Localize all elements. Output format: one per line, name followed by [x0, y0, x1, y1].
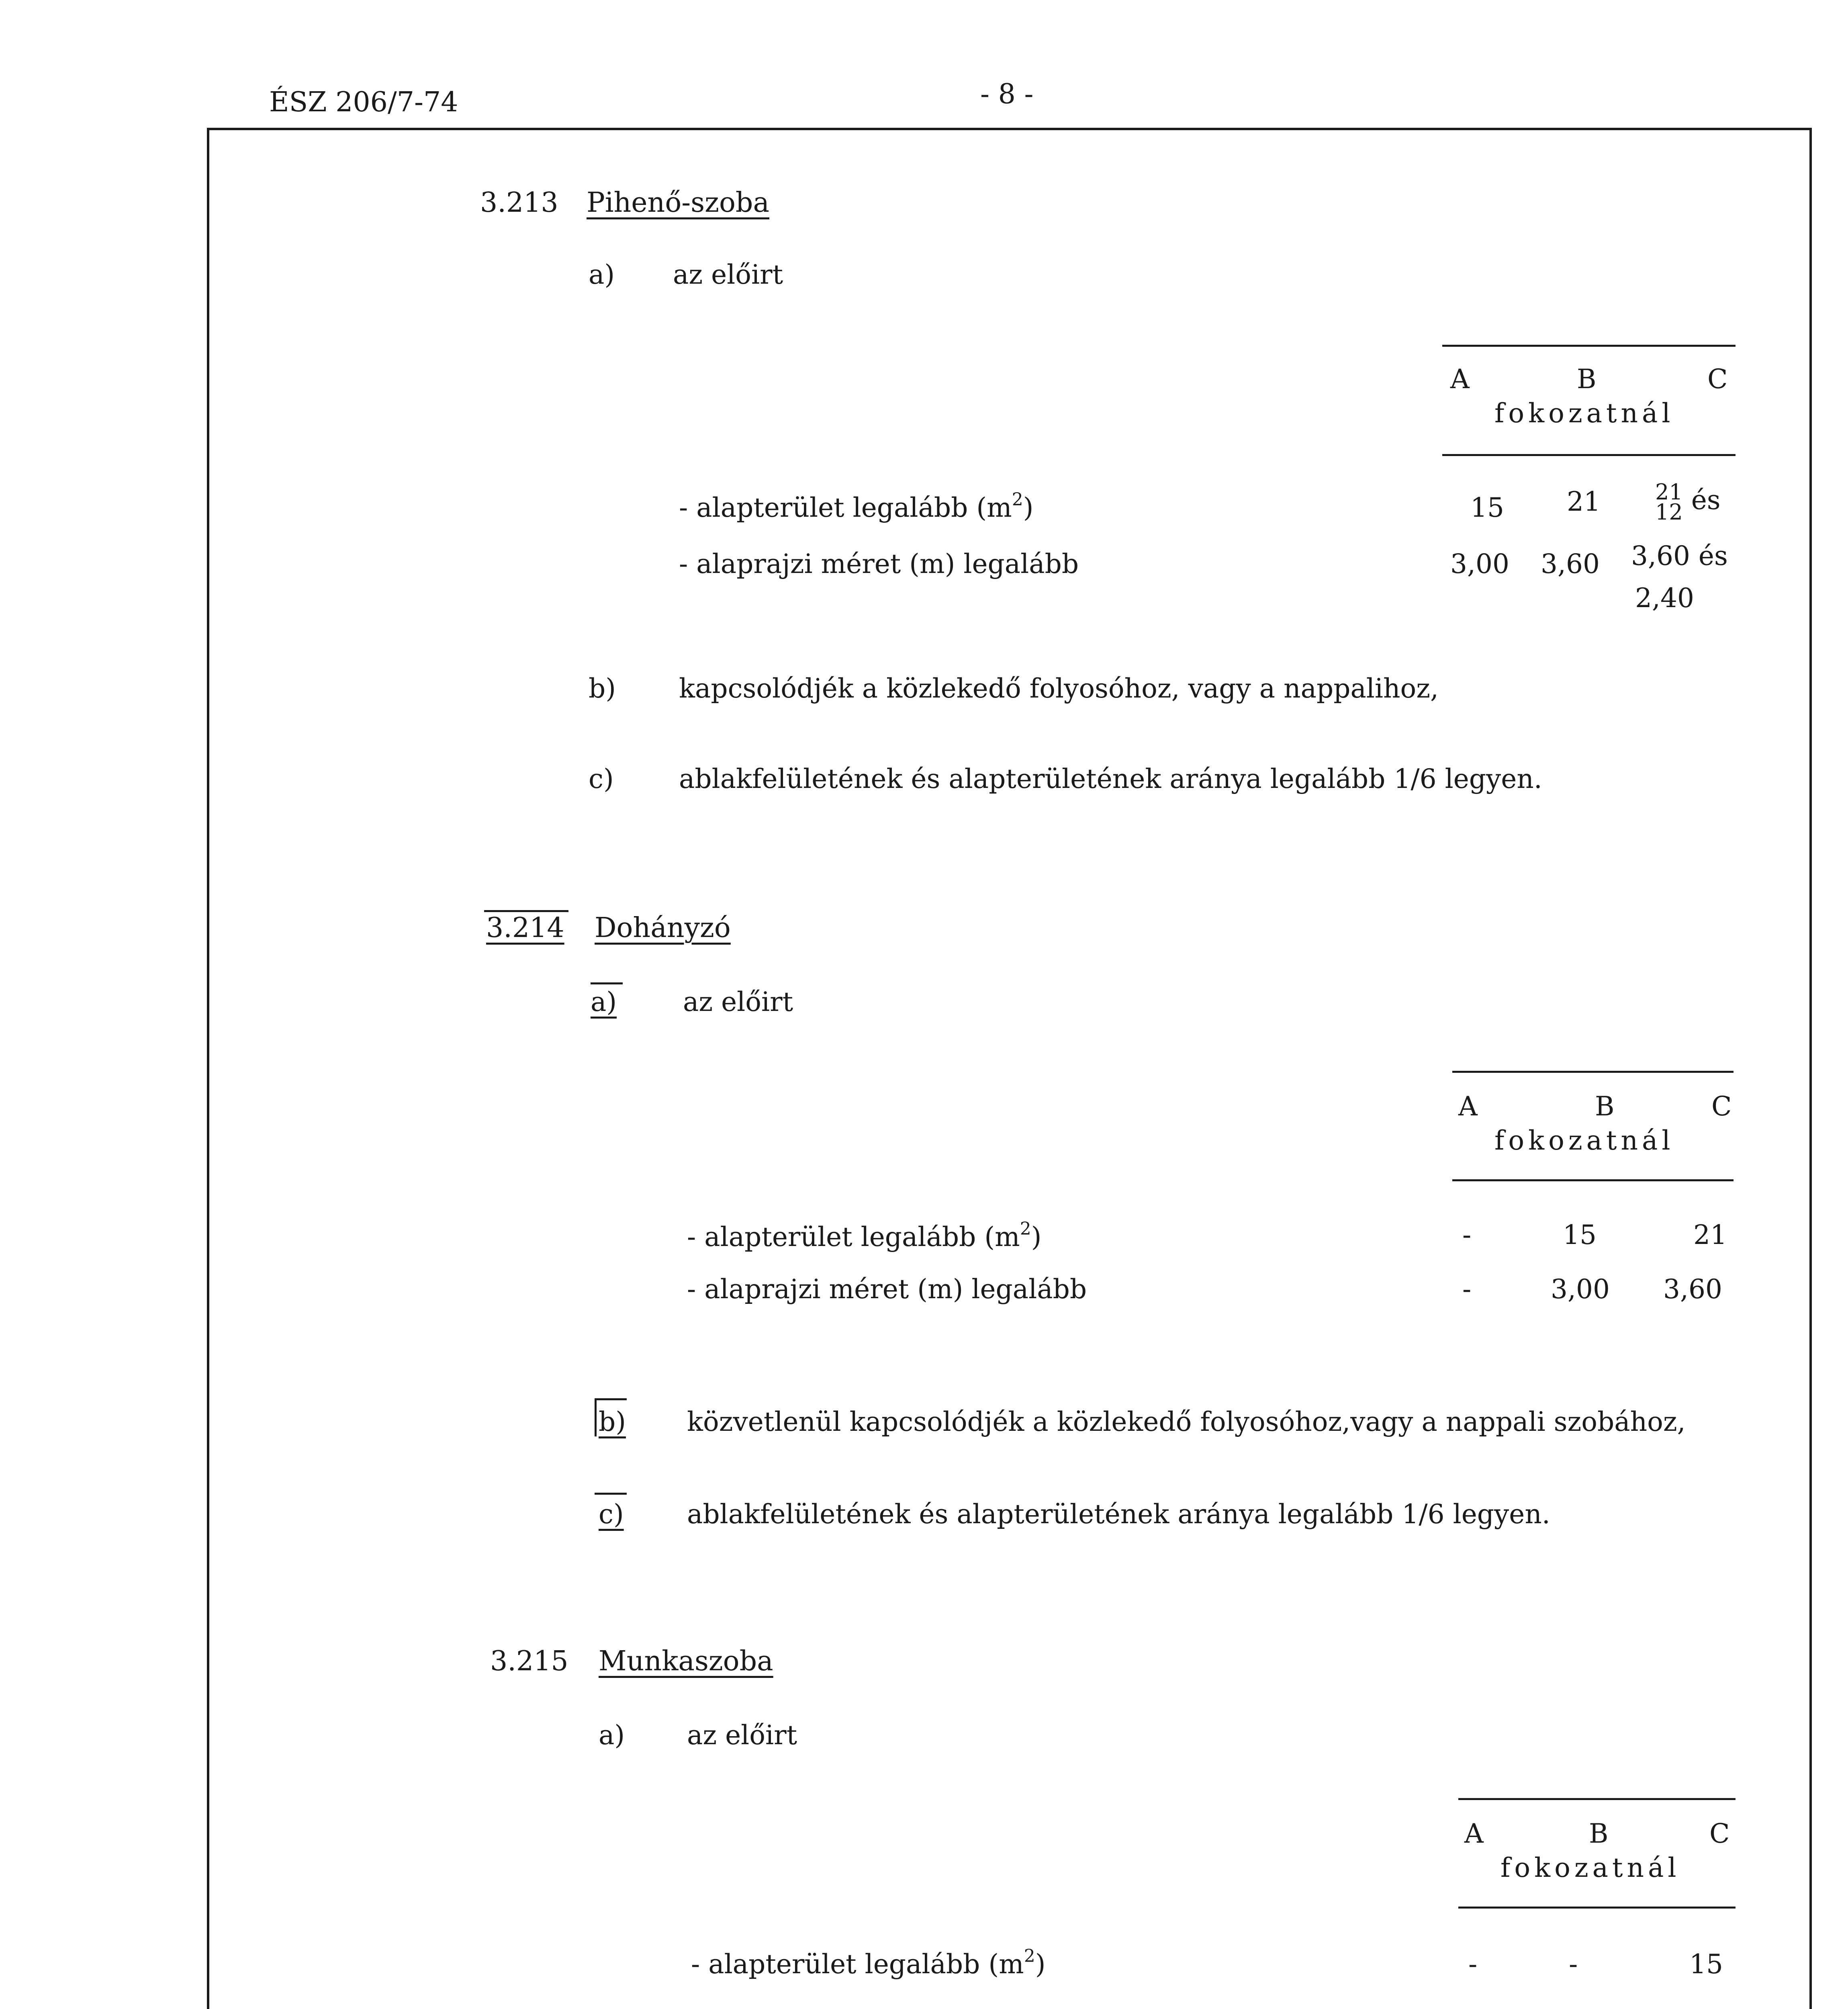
row-area: - alapterület legalább $(m^2)$ — [679, 489, 1034, 523]
row-area-A: - — [1462, 1219, 1472, 1250]
row-dimension-C2: 2,40 — [1635, 583, 1694, 614]
section-title: Pihenő-szoba — [587, 187, 769, 219]
section-title: Dohányzó — [595, 912, 731, 944]
item-b-mark — [595, 1398, 627, 1400]
item-c-text: ablakfelületének és alapterületének aránya legalább 1/6 legyen. — [687, 1499, 1550, 1530]
item-a-label: a) — [589, 259, 615, 290]
section-number: 3.213 — [480, 187, 558, 219]
section-title: Munkaszoba — [599, 1645, 773, 1677]
section-number: 3.215 — [490, 1645, 568, 1677]
col-caption: fokozatnál — [1494, 398, 1674, 429]
row-area-C: 21 12 és — [1655, 479, 1721, 525]
row-dimension-A: 3,00 — [1450, 548, 1509, 579]
frame-top — [207, 128, 1812, 130]
row-area-A: - — [1468, 1949, 1478, 1980]
item-a-text: az előirt — [683, 986, 793, 1017]
table-rule-bottom — [1442, 454, 1736, 456]
row-dimension-C: 3,60 és — [1631, 540, 1728, 571]
row-dimension: - alaprajzi méret (m) legalább — [687, 1274, 1087, 1305]
row-dimension-C: 3,60 — [1663, 1274, 1722, 1305]
row-area-C: 15 — [1689, 1949, 1723, 1980]
item-b-label: b) — [589, 673, 616, 704]
item-c-label: c) — [599, 1499, 624, 1530]
col-header-C: C — [1707, 364, 1728, 395]
frame-left — [207, 128, 209, 2009]
col-header-B: B — [1595, 1091, 1615, 1122]
table-rule-top — [1452, 1071, 1734, 1073]
item-b-text: kapcsolódjék a közlekedő folyosóhoz, vagy a nappalihoz, — [679, 673, 1439, 704]
row-area-B: 15 — [1563, 1219, 1597, 1250]
page-number: - 8 - — [980, 78, 1034, 110]
col-header-B: B — [1577, 364, 1597, 395]
item-c-text: ablakfelületének és alapterületének aránya legalább 1/6 legyen. — [679, 763, 1542, 794]
table-rule-bottom — [1452, 1179, 1734, 1181]
item-a-label: a) — [591, 986, 617, 1017]
item-c-label: c) — [589, 763, 614, 794]
col-header-C: C — [1711, 1091, 1732, 1122]
col-caption: fokozatnál — [1494, 1125, 1674, 1156]
col-header-B: B — [1589, 1818, 1609, 1849]
item-a-text: az előirt — [673, 259, 783, 290]
item-a-text: az előirt — [687, 1720, 797, 1751]
table-rule-top — [1442, 345, 1736, 347]
row-dimension-A: - — [1462, 1274, 1472, 1305]
row-area-A: 15 — [1470, 492, 1504, 523]
col-header-A: A — [1464, 1818, 1484, 1849]
row-dimension: - alaprajzi méret (m) legalább — [679, 548, 1079, 579]
row-area-B: 21 — [1567, 486, 1601, 517]
col-caption: fokozatnál — [1500, 1852, 1680, 1883]
section-number: 3.214 — [486, 912, 564, 944]
item-b-text: közvetlenül kapcsolódjék a közlekedő folyosóhoz,vagy a nappali szobához, — [687, 1406, 1686, 1437]
item-a-mark — [591, 982, 623, 984]
col-header-C: C — [1709, 1818, 1730, 1849]
row-area: - alapterület legalább $(m^2)$ — [691, 1946, 1046, 1980]
item-b-label: b) — [599, 1406, 626, 1437]
row-area: - alapterület legalább $(m^2)$ — [687, 1219, 1042, 1252]
table-rule-top — [1458, 1798, 1736, 1800]
col-header-A: A — [1458, 1091, 1478, 1122]
col-header-A: A — [1450, 364, 1470, 395]
row-area-B: - — [1569, 1949, 1578, 1980]
table-rule-bottom — [1458, 1907, 1736, 1909]
item-a-label: a) — [599, 1720, 625, 1751]
item-b-mark-side — [595, 1398, 597, 1436]
item-c-mark — [595, 1493, 627, 1495]
row-dimension-B: 3,00 — [1551, 1274, 1610, 1305]
row-dimension-B: 3,60 — [1541, 548, 1600, 579]
document-code: ÉSZ 206/7-74 — [269, 86, 458, 118]
frame-right — [1809, 128, 1812, 2009]
row-area-C: 21 — [1693, 1219, 1727, 1250]
